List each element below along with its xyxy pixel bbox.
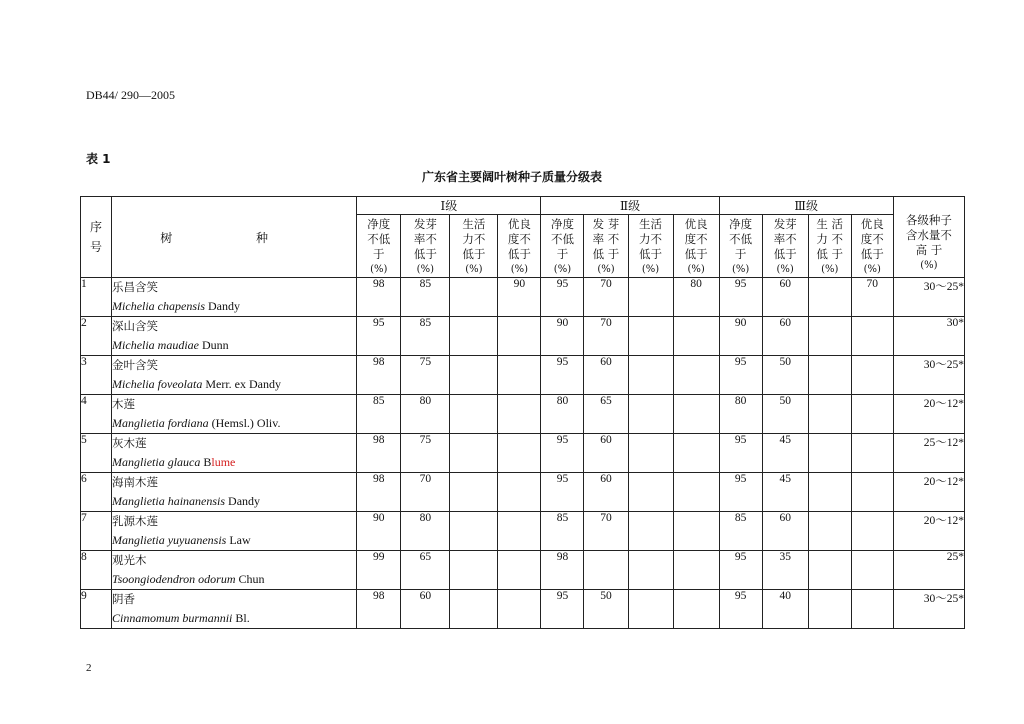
moisture-value: 30* (893, 317, 964, 356)
grade-1-germination-value: 65 (401, 551, 450, 590)
grade-1-viability-value (450, 434, 498, 473)
grade-3-germination-value: 45 (762, 473, 808, 512)
grade-2-quality-value (673, 473, 719, 512)
moisture-value: 20～12* (893, 512, 964, 551)
grade-3-header: Ⅲ级 (719, 197, 893, 215)
grade-3-quality-value: 70 (851, 278, 893, 317)
grade-1-purity-value: 98 (357, 278, 401, 317)
grade-1-germination-value: 80 (401, 512, 450, 551)
grade-1-germination-value: 75 (401, 356, 450, 395)
grade-1-quality-value (498, 551, 541, 590)
grade-2-quality-value (673, 512, 719, 551)
grade-3-viability-value (808, 551, 851, 590)
grade-1-germination-value: 75 (401, 434, 450, 473)
grade-1-quality-value (498, 395, 541, 434)
grade-2-germination-value: 65 (584, 395, 628, 434)
table-row (81, 434, 965, 473)
grade-1-quality-value (498, 590, 541, 629)
grade-3-germination-value: 50 (762, 395, 808, 434)
species-latin-name: Michelia maudiae Dunn (112, 338, 229, 352)
grade-2-quality-value (673, 551, 719, 590)
grade-1-purity-value: 98 (357, 590, 401, 629)
seed-quality-table (80, 196, 965, 629)
grade-3-purity-value: 95 (719, 590, 762, 629)
grade-3-purity-value: 95 (719, 473, 762, 512)
grade-2-purity-value: 85 (541, 512, 584, 551)
species-chinese-name: 灰木莲 (112, 436, 147, 450)
grade-2-viability-value (628, 473, 673, 512)
species-chinese-name: 海南木莲 (112, 475, 159, 489)
grade-1-quality-value (498, 356, 541, 395)
grade-2-quality-value (673, 590, 719, 629)
species-cell (112, 356, 357, 395)
grade-2-quality-value (673, 434, 719, 473)
grade-1-purity-value: 85 (357, 395, 401, 434)
grade-3-quality-value (851, 395, 893, 434)
table-title: 广东省主要阔叶树种子质量分级表 (421, 170, 602, 184)
grade-1-purity-header: 净度 不低 于 (%) (357, 215, 401, 278)
grade-2-purity-value: 95 (541, 590, 584, 629)
moisture-value: 20～12* (893, 473, 964, 512)
grade-2-quality-value (673, 395, 719, 434)
grade-1-viability-value (450, 395, 498, 434)
table-row (81, 590, 965, 629)
grade-2-quality-value (673, 356, 719, 395)
grade-2-purity-value: 98 (541, 551, 584, 590)
moisture-header: 各级种子 含水量不 高 于 (%) (893, 197, 964, 278)
grade-2-germination-value: 60 (584, 473, 628, 512)
grade-2-purity-value: 95 (541, 473, 584, 512)
species-latin-name: Manglietia glauca Blume (112, 455, 236, 469)
species-chinese-name: 乳源木莲 (112, 514, 159, 528)
species-chinese-name: 深山含笑 (112, 319, 159, 333)
grade-2-germination-value: 70 (584, 278, 628, 317)
grade-1-quality-value (498, 473, 541, 512)
grade-1-viability-header: 生活 力不 低于 (%) (450, 215, 498, 278)
grade-2-quality-value: 80 (673, 278, 719, 317)
row-index: 8 (81, 551, 112, 590)
grade-1-germination-value: 80 (401, 395, 450, 434)
grade-2-quality-header: 优良 度不 低于 (%) (673, 215, 719, 278)
grade-1-germination-value: 85 (401, 317, 450, 356)
grade-3-viability-value (808, 512, 851, 551)
grade-2-germination-value: 50 (584, 590, 628, 629)
grade-3-purity-value: 95 (719, 551, 762, 590)
grade-3-viability-header: 生 活 力 不 低 于 (%) (808, 215, 851, 278)
grade-2-purity-value: 95 (541, 434, 584, 473)
grade-2-germination-value (584, 551, 628, 590)
grade-3-quality-value (851, 551, 893, 590)
grade-2-quality-value (673, 317, 719, 356)
species-latin-name: Manglietia fordiana (Hemsl.) Oliv. (112, 416, 281, 430)
grade-2-viability-value (628, 434, 673, 473)
page-number: 2 (86, 662, 92, 674)
species-latin-name: Michelia foveolata Merr. ex Dandy (112, 377, 281, 391)
species-cell (112, 278, 357, 317)
moisture-value: 20～12* (893, 395, 964, 434)
grade-2-purity-value: 95 (541, 356, 584, 395)
row-index: 4 (81, 395, 112, 434)
grade-2-viability-value (628, 395, 673, 434)
row-index: 1 (81, 278, 112, 317)
grade-1-viability-value (450, 317, 498, 356)
grade-3-quality-value (851, 434, 893, 473)
species-chinese-name: 阴香 (112, 592, 136, 606)
grade-3-germination-value: 40 (762, 590, 808, 629)
grade-2-viability-value (628, 278, 673, 317)
moisture-value: 30～25* (893, 278, 964, 317)
moisture-value: 30～25* (893, 590, 964, 629)
grade-1-quality-value (498, 512, 541, 551)
species-cell (112, 317, 357, 356)
table-row (81, 278, 965, 317)
grade-3-germination-value: 35 (762, 551, 808, 590)
grade-1-viability-value (450, 473, 498, 512)
row-index: 7 (81, 512, 112, 551)
grade-2-viability-value (628, 590, 673, 629)
grade-2-germination-header: 发 芽 率 不 低 于 (%) (584, 215, 628, 278)
grade-1-viability-value (450, 590, 498, 629)
grade-1-germination-value: 60 (401, 590, 450, 629)
grade-1-purity-value: 98 (357, 434, 401, 473)
grade-1-purity-value: 98 (357, 473, 401, 512)
grade-3-purity-value: 80 (719, 395, 762, 434)
table-row (81, 317, 965, 356)
grade-2-viability-value (628, 512, 673, 551)
grade-2-header: Ⅱ级 (541, 197, 719, 215)
species-latin-name: Cinnamomum burmannii Bl. (112, 611, 250, 625)
grade-3-purity-value: 85 (719, 512, 762, 551)
grade-1-purity-value: 95 (357, 317, 401, 356)
grade-2-germination-value: 60 (584, 356, 628, 395)
row-index: 5 (81, 434, 112, 473)
grade-2-purity-value: 95 (541, 278, 584, 317)
species-cell (112, 512, 357, 551)
moisture-value: 25～12* (893, 434, 964, 473)
row-index: 6 (81, 473, 112, 512)
grade-3-quality-value (851, 317, 893, 356)
table-row (81, 551, 965, 590)
grade-3-germination-value: 50 (762, 356, 808, 395)
grade-1-purity-value: 99 (357, 551, 401, 590)
grade-3-purity-header: 净度 不低 于 (%) (719, 215, 762, 278)
species-cell (112, 551, 357, 590)
grade-3-purity-value: 95 (719, 356, 762, 395)
species-chinese-name: 乐昌含笑 (112, 280, 159, 294)
grade-2-germination-value: 70 (584, 317, 628, 356)
grade-2-viability-header: 生活 力不 低于 (%) (628, 215, 673, 278)
grade-2-viability-value (628, 317, 673, 356)
grade-1-purity-value: 90 (357, 512, 401, 551)
species-cell (112, 395, 357, 434)
grade-1-quality-value (498, 317, 541, 356)
grade-2-purity-header: 净度 不低 于 (%) (541, 215, 584, 278)
grade-3-quality-value (851, 512, 893, 551)
grade-3-germination-value: 45 (762, 434, 808, 473)
grade-1-purity-value: 98 (357, 356, 401, 395)
grade-3-viability-value (808, 356, 851, 395)
grade-3-viability-value (808, 278, 851, 317)
moisture-value: 30～25* (893, 356, 964, 395)
species-latin-name: Tsoongiodendron odorum Chun (112, 572, 265, 586)
grade-1-quality-value (498, 434, 541, 473)
grade-2-viability-value (628, 356, 673, 395)
species-latin-name: Manglietia hainanensis Dandy (112, 494, 261, 508)
grade-1-viability-value (450, 551, 498, 590)
grade-3-germination-value: 60 (762, 278, 808, 317)
grade-3-quality-header: 优良 度不 低于 (%) (851, 215, 893, 278)
grade-1-quality-header: 优良 度不 低于 (%) (498, 215, 541, 278)
table-row (81, 512, 965, 551)
species-chinese-name: 金叶含笑 (112, 358, 159, 372)
grade-1-header: Ⅰ级 (357, 197, 541, 215)
table-row (81, 395, 965, 434)
grade-1-quality-value: 90 (498, 278, 541, 317)
table-row (81, 356, 965, 395)
grade-3-viability-value (808, 434, 851, 473)
row-index: 3 (81, 356, 112, 395)
grade-1-germination-header: 发芽 率不 低于 (%) (401, 215, 450, 278)
species-cell (112, 473, 357, 512)
moisture-value: 25* (893, 551, 964, 590)
grade-2-viability-value (628, 551, 673, 590)
grade-3-viability-value (808, 317, 851, 356)
grade-3-purity-value: 95 (719, 278, 762, 317)
table-label: 表 1 (86, 152, 111, 166)
row-index: 2 (81, 317, 112, 356)
grade-3-germination-value: 60 (762, 512, 808, 551)
grade-1-viability-value (450, 512, 498, 551)
grade-1-germination-value: 70 (401, 473, 450, 512)
grade-3-purity-value: 90 (719, 317, 762, 356)
seq-header: 序 号 (81, 197, 112, 278)
species-cell (112, 590, 357, 629)
grade-2-purity-value: 80 (541, 395, 584, 434)
species-header: 树 种 (112, 197, 357, 278)
species-latin-name: Manglietia yuyuanensis Law (112, 533, 251, 547)
species-chinese-name: 观光木 (112, 553, 147, 567)
species-latin-name: Michelia chapensis Dandy (112, 299, 241, 313)
grade-3-viability-value (808, 473, 851, 512)
grade-2-purity-value: 90 (541, 317, 584, 356)
grade-2-germination-value: 70 (584, 512, 628, 551)
grade-1-germination-value: 85 (401, 278, 450, 317)
grade-3-quality-value (851, 356, 893, 395)
species-cell (112, 434, 357, 473)
grade-3-quality-value (851, 590, 893, 629)
grade-1-viability-value (450, 356, 498, 395)
species-chinese-name: 木莲 (112, 397, 136, 411)
grade-3-viability-value (808, 590, 851, 629)
row-index: 9 (81, 590, 112, 629)
grade-3-quality-value (851, 473, 893, 512)
grade-3-germination-header: 发芽 率不 低于 (%) (762, 215, 808, 278)
standard-code: DB44/ 290—2005 (86, 88, 176, 102)
grade-3-purity-value: 95 (719, 434, 762, 473)
table-row (81, 473, 965, 512)
grade-3-germination-value: 60 (762, 317, 808, 356)
grade-3-viability-value (808, 395, 851, 434)
grade-2-germination-value: 60 (584, 434, 628, 473)
grade-1-viability-value (450, 278, 498, 317)
